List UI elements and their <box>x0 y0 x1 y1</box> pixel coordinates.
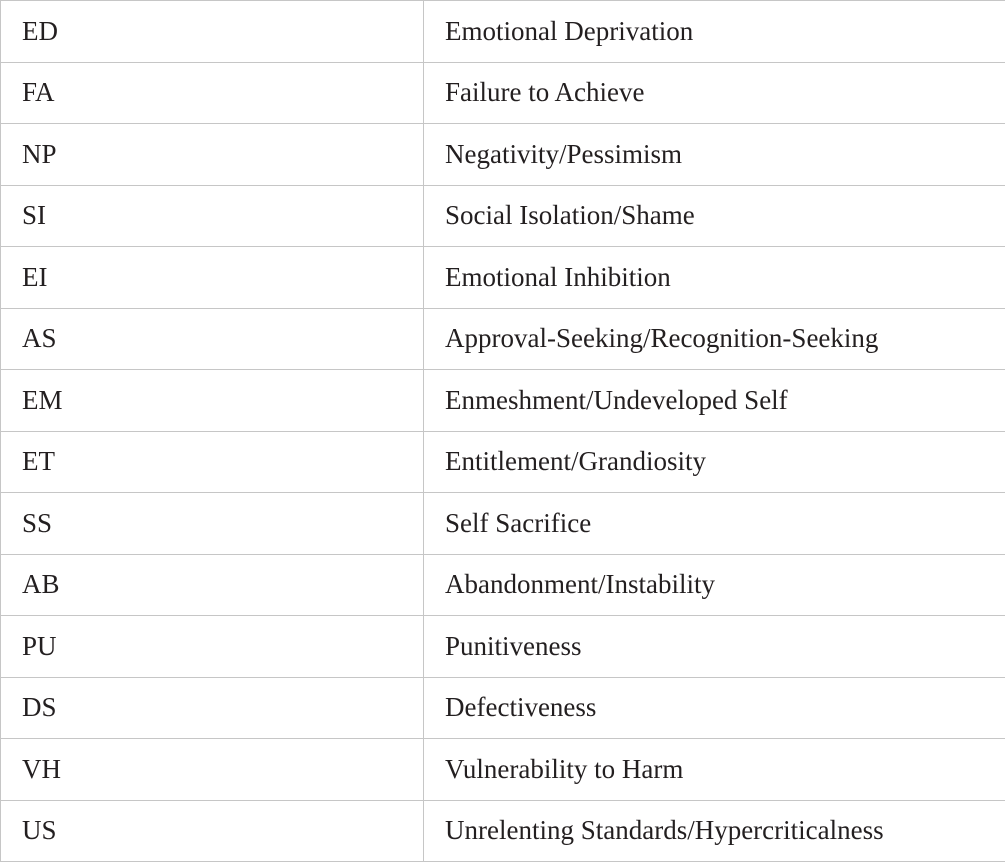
abbreviation-cell: EM <box>1 370 424 432</box>
table-row <box>1 1 1005 63</box>
abbreviation-cell: ET <box>1 431 424 493</box>
abbreviation-cell: PU <box>1 616 424 678</box>
table-row <box>1 800 1005 862</box>
abbreviation-cell: FA <box>1 62 424 124</box>
meaning-cell: Defectiveness <box>424 677 1005 739</box>
meaning-cell: Failure to Achieve <box>424 62 1005 124</box>
abbreviation-cell: DS <box>1 677 424 739</box>
table-row <box>1 739 1005 801</box>
table-row <box>1 124 1005 186</box>
abbreviation-cell: NP <box>1 124 424 186</box>
meaning-cell: Negativity/Pessimism <box>424 124 1005 186</box>
table-row <box>1 308 1005 370</box>
abbreviation-cell: US <box>1 800 424 862</box>
meaning-cell: Enmeshment/Undeveloped Self <box>424 370 1005 432</box>
table-row <box>1 493 1005 555</box>
meaning-cell: Unrelenting Standards/Hypercriticalness <box>424 800 1005 862</box>
table-row <box>1 185 1005 247</box>
meaning-cell: Emotional Inhibition <box>424 247 1005 309</box>
meaning-cell: Entitlement/Grandiosity <box>424 431 1005 493</box>
table-row <box>1 554 1005 616</box>
meaning-cell: Social Isolation/Shame <box>424 185 1005 247</box>
abbreviation-cell: EI <box>1 247 424 309</box>
abbreviation-cell: AS <box>1 308 424 370</box>
abbreviation-cell: AB <box>1 554 424 616</box>
abbreviation-cell: SS <box>1 493 424 555</box>
table-row <box>1 62 1005 124</box>
meaning-cell: Emotional Deprivation <box>424 1 1005 63</box>
meaning-cell: Approval-Seeking/Recognition-Seeking <box>424 308 1005 370</box>
table-row <box>1 431 1005 493</box>
table-row <box>1 247 1005 309</box>
abbreviation-cell: SI <box>1 185 424 247</box>
meaning-cell: Abandonment/Instability <box>424 554 1005 616</box>
meaning-cell: Self Sacrifice <box>424 493 1005 555</box>
meaning-cell: Vulnerability to Harm <box>424 739 1005 801</box>
abbreviation-cell: VH <box>1 739 424 801</box>
table-row <box>1 370 1005 432</box>
meaning-cell: Punitiveness <box>424 616 1005 678</box>
abbreviation-cell: ED <box>1 1 424 63</box>
table-row <box>1 677 1005 739</box>
table-row <box>1 616 1005 678</box>
